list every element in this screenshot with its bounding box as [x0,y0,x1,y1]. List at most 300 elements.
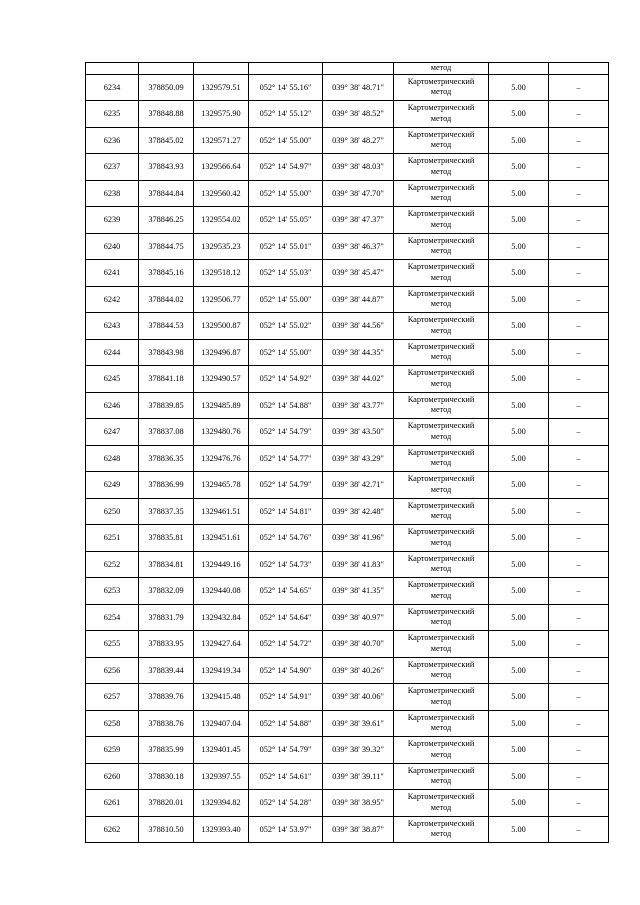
cell-accuracy: 5.00 [489,525,549,552]
cell-y: 1329579.51 [194,74,249,101]
cell-accuracy: 5.00 [489,631,549,658]
cell-method [394,339,489,366]
method-line-2: метод [430,299,452,309]
cell-note: – [549,180,609,207]
cell-accuracy: 5.00 [489,684,549,711]
cell-point-number: 6259 [86,737,139,764]
table-row [86,366,609,393]
cell-y: 1329485.89 [194,392,249,419]
method-line-2: метод [430,352,452,362]
cell-note: – [549,498,609,525]
cell-latitude: 052° 14' 55.05" [249,207,323,234]
method-line-2: метод [430,670,452,680]
method-line-2: метод [430,749,452,759]
cell-note [549,63,609,75]
cell-y: 1329571.27 [194,127,249,154]
cell-point-number: 6252 [86,551,139,578]
cell-latitude: 052° 14' 54.92" [249,366,323,393]
method-line-1: Картометрический [407,818,475,828]
method-line-1: Картометрический [407,606,475,616]
method-line-1: Картометрический [407,103,475,113]
cell-longitude: 039° 38' 48.52" [323,101,394,128]
method-line-2: метод [430,617,452,627]
cell-x: 378838.76 [139,710,194,737]
cell-note: – [549,816,609,843]
table-row [86,604,609,631]
cell-x: 378844.84 [139,180,194,207]
method-line-1: Картометрический [407,633,475,643]
cell-method [394,472,489,499]
method-line-1: Картометрический [407,235,475,245]
cell-longitude: 039° 38' 47.70" [323,180,394,207]
cell-x: 378834.81 [139,551,194,578]
cell-x: 378830.18 [139,763,194,790]
cell-y: 1329407.04 [194,710,249,737]
cell-method [394,684,489,711]
method-line-2: метод [430,537,452,547]
method-line-1: Картометрический [407,341,475,351]
cell-x: 378843.93 [139,154,194,181]
cell-latitude: 052° 14' 54.79" [249,419,323,446]
method-line-2: метод [430,193,452,203]
cell-note: – [549,419,609,446]
cell-x: 378839.76 [139,684,194,711]
method-line-1: Картометрический [407,712,475,722]
cell-point-number [86,63,139,75]
cell-y: 1329535.23 [194,233,249,260]
cell-method [394,631,489,658]
cell-x: 378850.09 [139,74,194,101]
method-line-2: метод [430,802,452,812]
cell-point-number: 6240 [86,233,139,260]
cell-point-number: 6236 [86,127,139,154]
method-line-2: метод [430,590,452,600]
cell-method [394,525,489,552]
cell-y: 1329440.08 [194,578,249,605]
method-line-2: метод [430,431,452,441]
cell-latitude [249,63,323,75]
cell-latitude: 052° 14' 55.00" [249,339,323,366]
cell-y: 1329518.12 [194,260,249,287]
cell-accuracy: 5.00 [489,233,549,260]
method-line-2: метод [430,272,452,282]
cell-method [394,816,489,843]
cell-accuracy: 5.00 [489,392,549,419]
cell-longitude: 039° 38' 42.71" [323,472,394,499]
coordinates-table-body [86,63,609,843]
table-row [86,710,609,737]
cell-method [394,498,489,525]
cell-point-number: 6261 [86,790,139,817]
cell-method [394,207,489,234]
cell-note: – [549,392,609,419]
cell-latitude: 052° 14' 54.97" [249,154,323,181]
cell-note: – [549,260,609,287]
cell-y: 1329432.84 [194,604,249,631]
cell-latitude: 052° 14' 54.91" [249,684,323,711]
cell-point-number: 6242 [86,286,139,313]
table-row [86,180,609,207]
cell-note: – [549,604,609,631]
cell-latitude: 052° 14' 54.73" [249,551,323,578]
cell-note: – [549,472,609,499]
cell-point-number: 6243 [86,313,139,340]
method-line-2: метод [430,405,452,415]
cell-note: – [549,286,609,313]
cell-method [394,737,489,764]
cell-method [394,657,489,684]
cell-latitude: 052° 14' 55.02" [249,313,323,340]
cell-y: 1329575.90 [194,101,249,128]
cell-note: – [549,154,609,181]
table-row [86,657,609,684]
cell-longitude: 039° 38' 47.37" [323,207,394,234]
cell-y: 1329490.57 [194,366,249,393]
cell-accuracy: 5.00 [489,710,549,737]
cell-method [394,604,489,631]
cell-x: 378841.18 [139,366,194,393]
cell-accuracy: 5.00 [489,260,549,287]
continuation-row [86,63,609,75]
cell-accuracy [489,63,549,75]
cell-point-number: 6260 [86,763,139,790]
cell-y: 1329554.02 [194,207,249,234]
table-row [86,631,609,658]
cell-y: 1329449.16 [194,551,249,578]
cell-latitude: 052° 14' 54.88" [249,392,323,419]
table-row [86,816,609,843]
cell-x: 378832.09 [139,578,194,605]
cell-latitude: 052° 14' 54.28" [249,790,323,817]
cell-longitude: 039° 38' 41.96" [323,525,394,552]
table-row [86,737,609,764]
method-line-1: Картометрический [407,527,475,537]
method-line-2: метод [430,643,452,653]
cell-accuracy: 5.00 [489,472,549,499]
cell-method [394,74,489,101]
cell-note: – [549,233,609,260]
method-line-2: метод [430,829,452,839]
cell-y: 1329393.40 [194,816,249,843]
cell-y: 1329496.87 [194,339,249,366]
cell-method [394,578,489,605]
table-row [86,339,609,366]
cell-accuracy: 5.00 [489,498,549,525]
cell-latitude: 052° 14' 54.81" [249,498,323,525]
method-line-2: метод [430,378,452,388]
cell-accuracy: 5.00 [489,366,549,393]
cell-accuracy: 5.00 [489,657,549,684]
cell-x: 378844.75 [139,233,194,260]
cell-longitude: 039° 38' 41.83" [323,551,394,578]
cell-longitude [323,63,394,75]
cell-x: 378837.08 [139,419,194,446]
cell-note: – [549,313,609,340]
method-line-1: Картометрический [407,76,475,86]
cell-note: – [549,366,609,393]
cell-note: – [549,127,609,154]
cell-x: 378846.25 [139,207,194,234]
method-line-2: метод [430,511,452,521]
cell-latitude: 052° 14' 55.16" [249,74,323,101]
coordinates-table [85,62,609,843]
cell-point-number: 6250 [86,498,139,525]
cell-accuracy: 5.00 [489,127,549,154]
table-row [86,101,609,128]
cell-longitude: 039° 38' 44.56" [323,313,394,340]
method-line-1: Картометрический [407,792,475,802]
cell-latitude: 052° 14' 55.00" [249,180,323,207]
method-line-1: Картометрический [407,156,475,166]
cell-x: 378848.88 [139,101,194,128]
cell-latitude: 052° 14' 54.88" [249,710,323,737]
cell-point-number: 6239 [86,207,139,234]
method-line-1: Картометрический [407,659,475,669]
cell-note: – [549,445,609,472]
cell-note: – [549,763,609,790]
cell-note: – [549,74,609,101]
method-line-1: Картометрический [407,553,475,563]
cell-x: 378845.02 [139,127,194,154]
cell-y: 1329415.48 [194,684,249,711]
cell-longitude: 039° 38' 44.35" [323,339,394,366]
method-line-2: метод [430,723,452,733]
table-row [86,525,609,552]
cell-note: – [549,737,609,764]
method-line-1: Картометрический [407,129,475,139]
cell-accuracy: 5.00 [489,180,549,207]
cell-method [394,551,489,578]
cell-longitude: 039° 38' 41.35" [323,578,394,605]
cell-y: 1329397.55 [194,763,249,790]
cell-longitude: 039° 38' 38.95" [323,790,394,817]
method-line-1: Картометрический [407,421,475,431]
table-row [86,763,609,790]
cell-point-number: 6245 [86,366,139,393]
method-line-1: Картометрический [407,739,475,749]
cell-accuracy: 5.00 [489,154,549,181]
method-line-1: Картометрический [407,447,475,457]
cell-y: 1329476.76 [194,445,249,472]
cell-latitude: 052° 14' 55.00" [249,286,323,313]
cell-accuracy: 5.00 [489,101,549,128]
method-line-1: Картометрический [407,368,475,378]
method-line-2: метод [430,325,452,335]
method-line-2: метод [430,166,452,176]
table-row [86,498,609,525]
cell-point-number: 6235 [86,101,139,128]
cell-y [194,63,249,75]
method-line-1: Картометрический [407,182,475,192]
cell-y: 1329419.34 [194,657,249,684]
cell-x: 378835.99 [139,737,194,764]
cell-latitude: 052° 14' 54.72" [249,631,323,658]
cell-longitude: 039° 38' 48.03" [323,154,394,181]
cell-y: 1329401.45 [194,737,249,764]
cell-longitude: 039° 38' 44.02" [323,366,394,393]
cell-longitude: 039° 38' 42.48" [323,498,394,525]
cell-method [394,419,489,446]
cell-latitude: 052° 14' 54.61" [249,763,323,790]
method-line-1: Картометрический [407,500,475,510]
method-line-2: метод [430,484,452,494]
cell-x: 378831.79 [139,604,194,631]
cell-point-number: 6254 [86,604,139,631]
method-line-1: Картометрический [407,315,475,325]
cell-method [394,101,489,128]
cell-y: 1329480.76 [194,419,249,446]
cell-x: 378839.44 [139,657,194,684]
cell-accuracy: 5.00 [489,551,549,578]
cell-x: 378839.85 [139,392,194,419]
cell-latitude: 052° 14' 55.00" [249,127,323,154]
cell-longitude: 039° 38' 39.11" [323,763,394,790]
method-line-1: Картометрический [407,686,475,696]
cell-latitude: 052° 14' 55.01" [249,233,323,260]
cell-x: 378835.81 [139,525,194,552]
method-line-1: Картометрический [407,262,475,272]
cell-x [139,63,194,75]
cell-accuracy: 5.00 [489,578,549,605]
table-row [86,790,609,817]
cell-note: – [549,339,609,366]
table-row [86,260,609,287]
cell-y: 1329566.64 [194,154,249,181]
cell-point-number: 6234 [86,74,139,101]
method-line-2: метод [430,219,452,229]
cell-accuracy: 5.00 [489,74,549,101]
cell-method [394,154,489,181]
method-line-2: метод [430,140,452,150]
cell-method [394,260,489,287]
cell-note: – [549,578,609,605]
cell-y: 1329394.82 [194,790,249,817]
cell-x: 378845.16 [139,260,194,287]
table-row [86,154,609,181]
method-line-2: метод [430,564,452,574]
cell-method [394,180,489,207]
cell-point-number: 6241 [86,260,139,287]
cell-longitude: 039° 38' 48.71" [323,74,394,101]
cell-longitude: 039° 38' 43.29" [323,445,394,472]
cell-x: 378844.53 [139,313,194,340]
cell-longitude: 039° 38' 40.06" [323,684,394,711]
cell-y: 1329506.77 [194,286,249,313]
method-line-2: метод [430,776,452,786]
method-line-1: Картометрический [407,765,475,775]
cell-point-number: 6247 [86,419,139,446]
cell-note: – [549,101,609,128]
cell-longitude: 039° 38' 46.37" [323,233,394,260]
table-row [86,127,609,154]
method-line-1: Картометрический [407,209,475,219]
cell-y: 1329427.64 [194,631,249,658]
table-row [86,74,609,101]
cell-longitude: 039° 38' 43.77" [323,392,394,419]
method-line-2: метод [430,113,452,123]
table-row [86,419,609,446]
cell-x: 378836.35 [139,445,194,472]
cell-point-number: 6251 [86,525,139,552]
cell-x: 378833.95 [139,631,194,658]
cell-longitude: 039° 38' 45.47" [323,260,394,287]
cell-latitude: 052° 14' 55.03" [249,260,323,287]
method-line-2: метод [430,87,452,97]
cell-method [394,763,489,790]
table-row [86,313,609,340]
cell-note: – [549,551,609,578]
table-row [86,578,609,605]
cell-accuracy: 5.00 [489,737,549,764]
cell-method [394,445,489,472]
method-line-2: метод [430,246,452,256]
table-row [86,233,609,260]
method-line-1: Картометрический [407,474,475,484]
cell-longitude: 039° 38' 44.87" [323,286,394,313]
cell-latitude: 052° 14' 54.79" [249,737,323,764]
cell-note: – [549,525,609,552]
cell-y: 1329465.78 [194,472,249,499]
cell-accuracy: 5.00 [489,207,549,234]
method-line-1: Картометрический [407,580,475,590]
table-row [86,445,609,472]
cell-y: 1329451.61 [194,525,249,552]
cell-x: 378820.01 [139,790,194,817]
cell-latitude: 052° 14' 54.77" [249,445,323,472]
cell-longitude: 039° 38' 40.97" [323,604,394,631]
cell-point-number: 6253 [86,578,139,605]
cell-method [394,313,489,340]
table-row [86,392,609,419]
cell-y: 1329560.42 [194,180,249,207]
cell-longitude: 039° 38' 38.87" [323,816,394,843]
cell-longitude: 039° 38' 40.26" [323,657,394,684]
cell-y: 1329500.87 [194,313,249,340]
table-row [86,207,609,234]
cell-accuracy: 5.00 [489,604,549,631]
cell-accuracy: 5.00 [489,790,549,817]
cell-accuracy: 5.00 [489,419,549,446]
cell-latitude: 052° 14' 54.76" [249,525,323,552]
cell-latitude: 052° 14' 55.12" [249,101,323,128]
cell-point-number: 6237 [86,154,139,181]
cell-point-number: 6256 [86,657,139,684]
cell-longitude: 039° 38' 40.70" [323,631,394,658]
cell-accuracy: 5.00 [489,445,549,472]
cell-point-number: 6249 [86,472,139,499]
cell-latitude: 052° 14' 54.79" [249,472,323,499]
cell-latitude: 052° 14' 54.64" [249,604,323,631]
cell-longitude: 039° 38' 43.50" [323,419,394,446]
cell-note: – [549,684,609,711]
cell-point-number: 6257 [86,684,139,711]
cell-latitude: 052° 14' 53.97" [249,816,323,843]
cell-note: – [549,790,609,817]
table-row [86,551,609,578]
cell-y: 1329461.51 [194,498,249,525]
cell-note: – [549,631,609,658]
method-line-2: метод [430,458,452,468]
cell-method [394,710,489,737]
table-row [86,684,609,711]
cell-x: 378843.98 [139,339,194,366]
cell-longitude: 039° 38' 48.27" [323,127,394,154]
method-line-1: Картометрический [407,288,475,298]
cell-latitude: 052° 14' 54.65" [249,578,323,605]
cell-accuracy: 5.00 [489,286,549,313]
cell-x: 378837.35 [139,498,194,525]
cell-point-number: 6262 [86,816,139,843]
